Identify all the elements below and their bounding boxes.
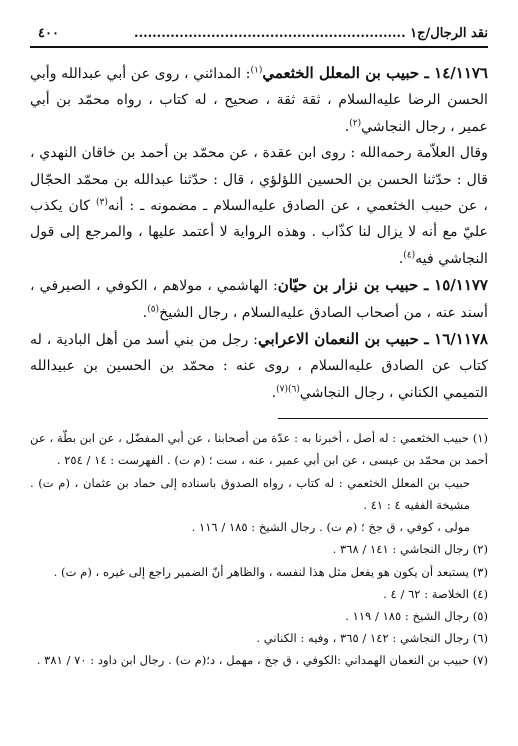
entry-body: وقال العلاّمة رحمه‌الله : روى ابن عقدة ، عن محمّد بن أحمد بن خاقان النهدي ، قال : حدّثنا الحسن بن الحسين اللؤلؤي ، قال : حدّثنا عبدالله بن محمّد الحجّال ، عن حبيب الخثعمي ، عن الصادق عليه‌السلام ـ مضمونه ـ : أنه — [30, 145, 488, 215]
entry-1178: ١٦/١١٧٨ ـ حبيب بن النعمان الاعرابي: رجل من بني أسد من أهل البادية ، له كتاب عن الصادق عليه‌السلام ، روى عنه : محمّد بن الحسين بن عبيدالله التميمي الكناني ، رجال النجاشي$^{(٦)(٧)}$. — [30, 330, 488, 401]
footnotes — [30, 427, 488, 671]
footnote-ref: (١) — [250, 65, 263, 76]
header-rule — [30, 46, 488, 48]
footnote: (٤) الخلاصة : ٦٢ / ٤ . — [383, 586, 488, 601]
page-number: ٤٠٠ — [38, 26, 59, 41]
entry-body: كان يكذب عليّ مع أنه لا يزال لنا كذّاب . وهذه الرواية لا أعتمد عليها ، والمرجع إلى قول النجاشي فيه — [30, 198, 488, 267]
book-page — [30, 24, 488, 734]
footnote: (٦) رجال النجاشي : ١٤٢ / ٣٦٥ ، وفيه : الكناني . — [256, 631, 488, 646]
main-text — [30, 60, 488, 406]
entry-body: : الهاشمي ، مولاهم ، الكوفي ، الصيرفي ، أسند عنه ، من أصحاب الصادق عليه‌السلام ، رجال الشيخ — [30, 278, 488, 321]
running-title: نقد الرجال/ج١ ............................................................ — [134, 26, 488, 41]
footnote-ref: (٢) — [349, 118, 362, 129]
entry-body: : المدائني ، روى عن أبي عبدالله وأبي الحسن الرضا عليه‌السلام ، ثقة ثقة ، صحيح ، له كتاب ، رواه محمّد بن أبي عمير ، رجال النجاشي — [30, 66, 488, 135]
page-header — [30, 24, 488, 44]
footnote: (١) حبيب الخثعمي : له أصل ، أخبرنا به : عدّة من أصحابنا ، عن أبي المفضّل ، عن ابن بطّة ، عن أحمد بن محمّد بن عيسى ، عن ابن أبي عمير ، عنه ، ست ؛ (م ت) . الفهرست : ١٤ / ٢٥٤ . — [30, 431, 488, 468]
footnote: مولى ، كوفي ، ق جخ ؛ (م ت) . رجال الشيخ : ١٨٥ / ١١٦ . — [191, 520, 470, 535]
entry-title: ١٥/١١٧٧ ـ حبيب بن نزار بن حيّان — [277, 276, 488, 295]
entry-title: ١٦/١١٧٨ ـ حبيب بن النعمان الاعرابي — [257, 330, 488, 349]
footnote: (٥) رجال الشيخ : ١٨٥ / ١١٩ . — [345, 608, 488, 623]
entry-title: ١٤/١١٧٦ ـ حبيب بن المعلل الخثعمي — [262, 64, 488, 82]
footnote-separator — [278, 418, 488, 419]
footnote: (٢) رجال النجاشي : ١٤١ / ٣٦٨ . — [332, 542, 488, 557]
footnote-ref: (٣) — [96, 197, 108, 208]
footnote-ref: (٦)(٧) — [276, 384, 300, 395]
entry-1176: ١٤/١١٧٦ ـ حبيب بن المعلل الخثعمي$^{(١)}$: المدائني ، روى عن أبي عبدالله وأبي الحسن الرضا عليه‌السلام ، ثقة ثقة ، صحيح ، له كتاب ، رواه محمّد بن أبي عمير ، رجال النجاشي$^{(٢)}$. — [30, 64, 488, 135]
footnote: (٣) يستبعد أن يكون هو يفعل مثل هذا لنفسه ، والظاهر أنّ الضمير راجع إلى غيره ، (م ت) . — [53, 564, 488, 579]
footnote: حبيب بن المعلل الخثعمي : له كتاب ، رواه الصدوق باسناده إلى حماد بن عثمان ، (م ت) . مشيخة الفقيه ٤ : ٤١ . — [30, 475, 470, 512]
entry-continuation: وقال العلاّمة رحمه‌الله : روى ابن عقدة ، عن محمّد بن أحمد بن خاقان النهدي ، قال : حدّثنا الحسن بن الحسين اللؤلؤي ، قال : حدّثنا عبدالله بن محمّد الحجّال ، عن حبيب الخثعمي ، عن الصادق عليه‌السلام ـ مضمونه ـ : أنه$^{(٣)}$ كان يكذب عليّ مع أنه لا يزال لنا كذّاب . وهذه الرواية لا أعتمد عليها ، والمرجع إلى قول النجاشي فيه$^{(٤)}$. — [30, 145, 488, 267]
entry-1177: ١٥/١١٧٧ ـ حبيب بن نزار بن حيّان: الهاشمي ، مولاهم ، الكوفي ، الصيرفي ، أسند عنه ، من أصحاب الصادق عليه‌السلام ، رجال الشيخ$^{(٥)}$. — [30, 276, 488, 321]
footnote: (٧) حبيب بن النعمان الهمداني :الكوفي ، ق جخ ، مهمل ، د؛(م ت) . رجال ابن داود : ٧٠ / ٣٨١ . — [36, 653, 488, 668]
footnote-ref: (٤) — [403, 250, 416, 261]
footnote-ref: (٥) — [147, 303, 160, 314]
entry-body: : رجل من بني أسد من أهل البادية ، له كتاب عن الصادق عليه‌السلام ، روى عنه : محمّد بن الحسين بن عبيدالله التميمي الكناني ، رجال النجاشي — [30, 332, 488, 401]
